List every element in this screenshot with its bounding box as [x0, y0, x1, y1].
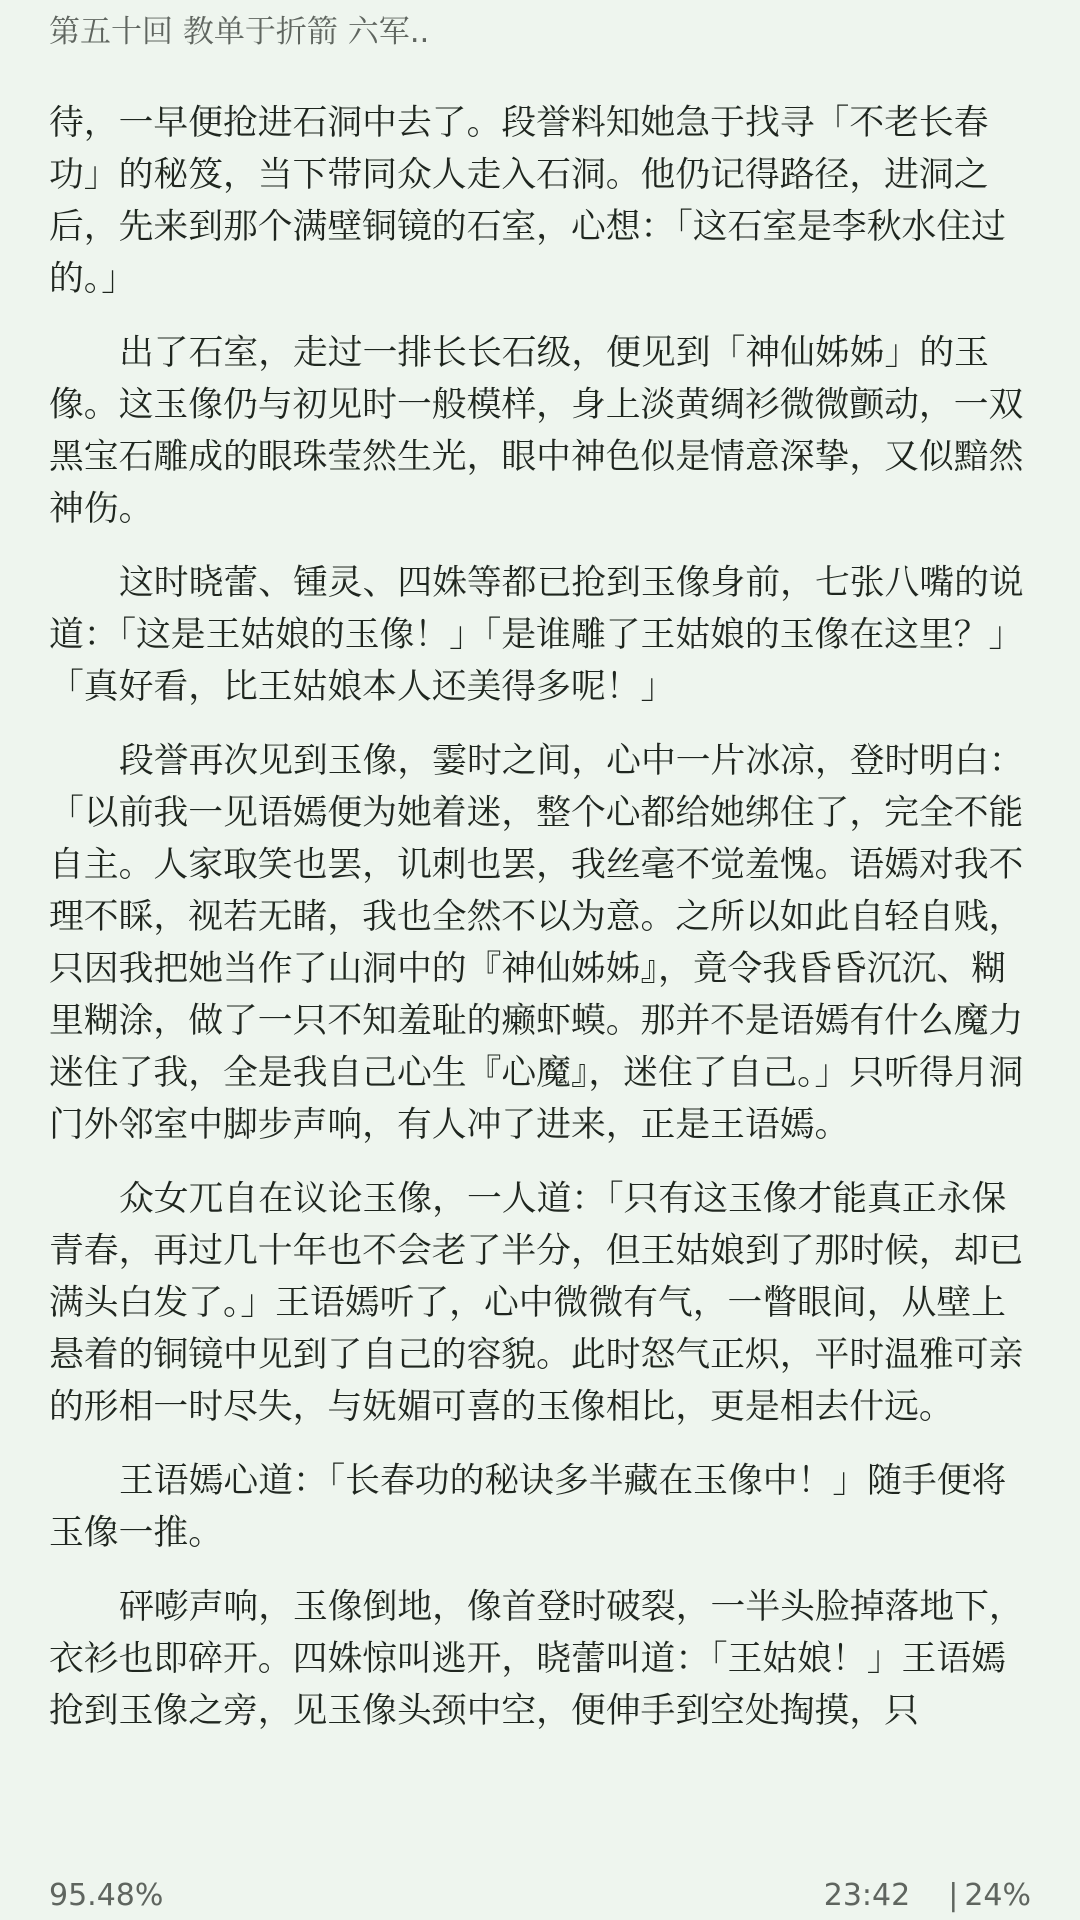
- reading-progress: 24%: [964, 1878, 1031, 1913]
- paragraph-2: 出了石室，走过一排长长石级，便见到「神仙姊姊」的玉像。这玉像仍与初见时一般模样，身上淡黄绸衫微微颤动，一双黑宝石雕成的眼珠莹然生光，眼中神色似是情意深挚，又似黯然神伤。: [49, 333, 1024, 529]
- paragraph-5: 众女兀自在议论玉像，一人道：「只有这玉像才能真正永保青春，再过几十年也不会老了半分，但王姑娘到了那时候，却已满头白发了。」王语嫣听了，心中微微有气，一瞥眼间，从壁上悬着的铜镜中见到了自己的容貌。此时怒气正炽，平时温雅可亲的形相一时尽失，与妩媚可喜的玉像相比，更是相去什远。: [49, 1179, 1024, 1427]
- paragraph-4: 段誉再次见到玉像，霎时之间，心中一片冰凉，登时明白：「以前我一见语嫣便为她着迷，整个心都给她绑住了，完全不能自主。人家取笑也罢，讥刺也罢，我丝毫不觉羞愧。语嫣对我不理不睬，视若无睹，我也全然不以为意。之所以如此自轻自贱，只因我把她当作了山洞中的『神仙姊姊』，竟令我昏昏沉沉、糊里糊涂，做了一只不知羞耻的癞虾蟆。那并不是语嫣有什么魔力迷住了我，全是我自己心生『心魔』，迷住了自己。」只听得月洞门外邻室中脚步声响，有人冲了进来，正是王语嫣。: [49, 741, 1024, 1145]
- reading-area[interactable]: [49, 97, 1031, 1759]
- chapter-title: 第五十回 教单于折箭 六军..: [49, 14, 430, 50]
- clock-time: 23:42: [823, 1878, 911, 1913]
- paragraph-6: 王语嫣心道：「长春功的秘诀多半藏在玉像中！」随手便将玉像一推。: [49, 1461, 1007, 1553]
- paragraph-3: 这时晓蕾、锺灵、四姝等都已抢到玉像身前，七张八嘴的说道：「这是王姑娘的玉像！」「是谁雕了王姑娘的玉像在这里？」「真好看，比王姑娘本人还美得多呢！」: [49, 563, 1024, 707]
- status-bar: [824, 1878, 1031, 1913]
- battery-level: 95.48%: [49, 1878, 164, 1913]
- paragraph-1: 待，一早便抢进石洞中去了。段誉料知她急于找寻「不老长春功」的秘笈，当下带同众人走入石洞。他仍记得路径，进洞之后，先来到那个满壁铜镜的石室，心想：「这石室是李秋水住过的。」: [49, 103, 1006, 299]
- separator: |: [948, 1878, 959, 1913]
- paragraph-7: 砰嘭声响，玉像倒地，像首登时破裂，一半头脸掉落地下，衣衫也即碎开。四姝惊叫逃开，晓蕾叫道：「王姑娘！」王语嫣抢到玉像之旁，见玉像头颈中空，便伸手到空处掏摸，只: [49, 1587, 1024, 1731]
